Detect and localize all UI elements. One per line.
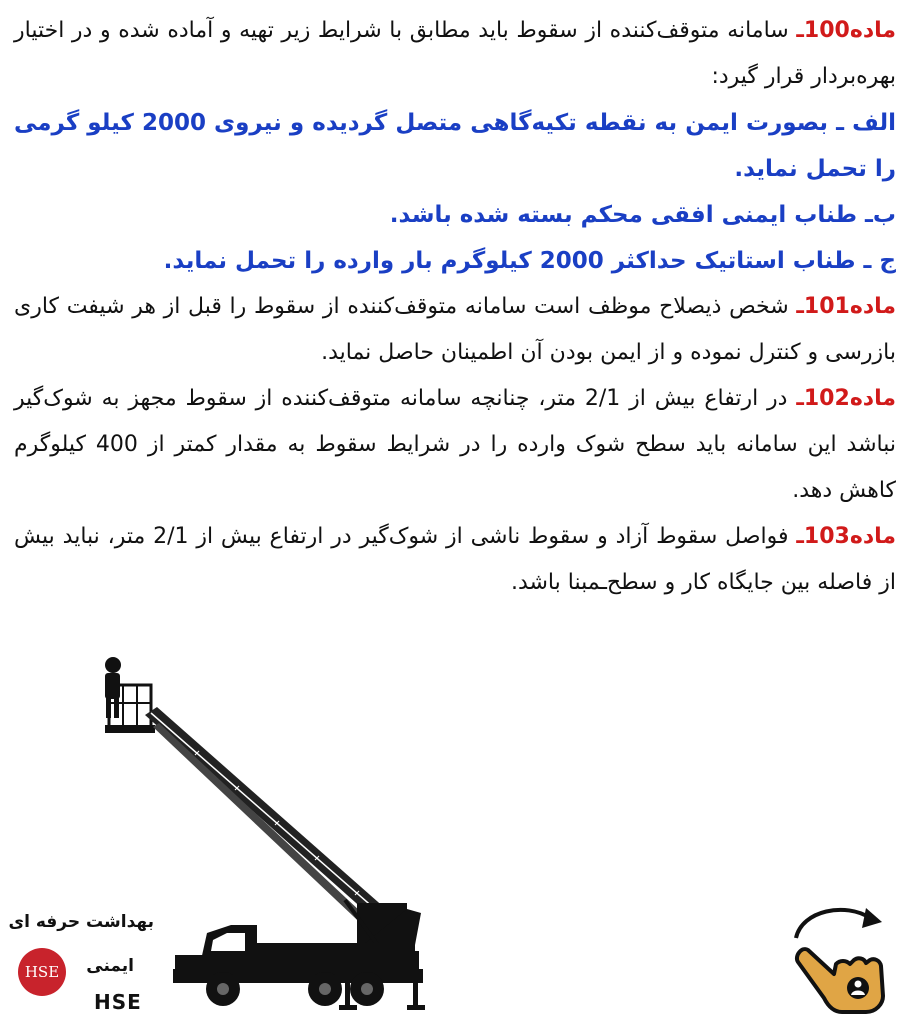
logo-title: بهداشت حرفه ای: [8, 912, 154, 932]
swipe-hand-icon[interactable]: [788, 900, 888, 1015]
article-body: سامانه متوقف‌کننده از سقوط باید مطابق با شرایط زیر تهیه و آماده شده و در اختیار بهره‌بردار قرار گیرد:: [14, 18, 896, 89]
hse-logo-icon: HSE: [18, 948, 66, 996]
article-100: [14, 8, 896, 100]
article-body: در ارتفاع بیش از 2/1 متر، چنانچه سامانه متوقف‌کننده از سقوط مجهز به شوک‌گیر نباشد این سامانه باید سطح شوک وارده را در شرایط سقوط به مقدار کمتر از 400 کیلوگرم کاهش دهد.: [14, 386, 896, 503]
clause-be: ب‌ـ طناب ایمنی افقی محکم بسته شده باشد.: [389, 202, 896, 228]
article-label: ماده101ـ: [796, 294, 896, 319]
logo-brand: HSE: [94, 990, 142, 1014]
clause-alef: الف ـ بصورت ایمن به نقطه تکیه‌گاهی متصل گردیده و نیروی 2000 کیلو گرمی را تحمل نماید.: [14, 110, 896, 182]
article-body: شخص ذیصلاح موظف است سامانه متوقف‌کننده از سقوط را قبل از هر شیفت کاری بازرسی و کنترل نموده و از ایمن بودن آن اطمینان حاصل نماید.: [14, 294, 896, 365]
logo-subtitle: ایمنی: [86, 956, 134, 976]
hse-logo-block: [8, 910, 154, 1020]
article-102: [14, 376, 896, 514]
article-label: ماده102ـ: [796, 386, 896, 411]
article-label: ماده103ـ: [796, 524, 896, 549]
regulation-text: [14, 8, 896, 606]
article-label: ماده100ـ: [796, 18, 896, 43]
clause-jim: ج ـ طناب استاتیک حداکثر 2000 کیلوگرم بار وارده را تحمل نماید.: [163, 248, 896, 274]
article-body: فواصل سقوط آزاد و سقوط ناشی از شوک‌گیر در ارتفاع بیش از 2/1 متر، نباید بیش از فاصله بین جایگاه کار و سطح‌ـمبنا باشد.: [14, 524, 896, 595]
article-101: [14, 284, 896, 376]
article-103: [14, 514, 896, 606]
